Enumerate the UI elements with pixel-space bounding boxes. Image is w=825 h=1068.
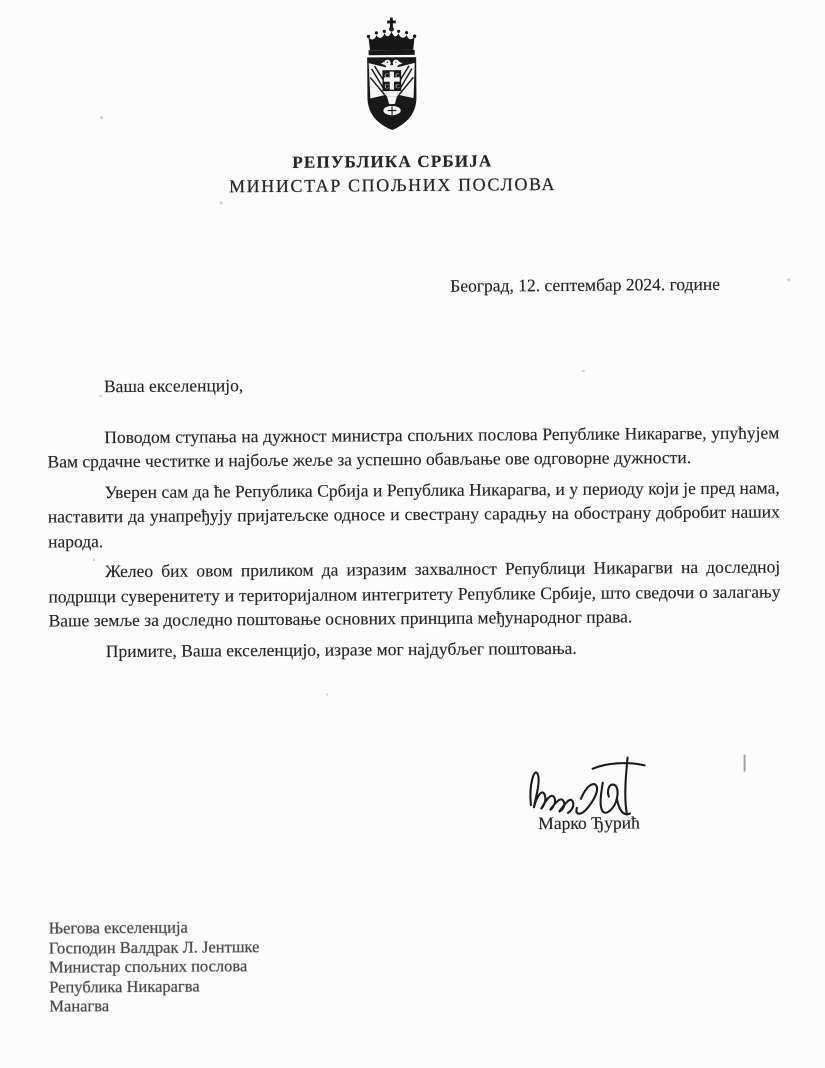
scan-tick [744, 755, 746, 772]
scan-speck [582, 370, 585, 372]
recipient-line: Министар спољних послова [48, 956, 248, 977]
letterhead [0, 0, 788, 199]
recipient-block [49, 917, 260, 1016]
signature-name: Марко Ђурић [538, 812, 640, 834]
paragraph: Поводом ступања на дужност министра спољних послова Републике Никарагве, упућујем Вам срдачне честитке и најбоље жеље за успешно обављање ове одговорне дужности. [47, 421, 780, 472]
recipient-line: Република Никарагва [49, 976, 200, 997]
scan-speck [100, 116, 103, 119]
scan-speck [93, 558, 95, 561]
recipient-line: Његова екселенција [48, 917, 188, 938]
scan-speck [220, 201, 223, 204]
scan-speck [326, 694, 328, 696]
recipient-line: Манагва [49, 996, 110, 1016]
paragraph-closing: Примите, Ваша екселенцијо, изразе мог најдубљег поштовања. [105, 637, 577, 661]
salutation: Ваша екселенцијо, [103, 375, 244, 397]
paragraph: Желео бих овом приликом да изразим захвалност Републици Никарагви на доследној подршци суверенитету и територијалном интегритету Републике Србије, што сведочи о залагању Ваше земље за доследно поштовање основних принципа међународног права. [48, 556, 781, 631]
paragraph: Уверен сам да ће Република Србија и Република Никарагва, и у периоду који је пред нама, наставити да унапређују пријатељске односе и свестрану сарадњу на обострану добробит наших народа. [47, 476, 780, 552]
svg-text:С: С [384, 73, 389, 80]
scan-speck [787, 278, 790, 281]
svg-text:С: С [395, 84, 400, 91]
header-country: РЕПУБЛИКА СРБИЈА [292, 151, 493, 172]
handwritten-signature-icon [523, 754, 655, 817]
serbia-coat-of-arms-icon [355, 16, 428, 140]
scan-speck [99, 395, 102, 397]
signature-block [514, 754, 665, 834]
header-office: МИНИСТАР СПОЉНИХ ПОСЛОВА [228, 173, 557, 197]
svg-text:С: С [384, 84, 389, 91]
svg-text:С: С [395, 73, 400, 80]
letter-body [47, 369, 781, 669]
dateline: Београд, 12. септембар 2024. године [450, 273, 721, 296]
recipient-line: Господин Валдрак Л. Јентшке [48, 936, 260, 958]
